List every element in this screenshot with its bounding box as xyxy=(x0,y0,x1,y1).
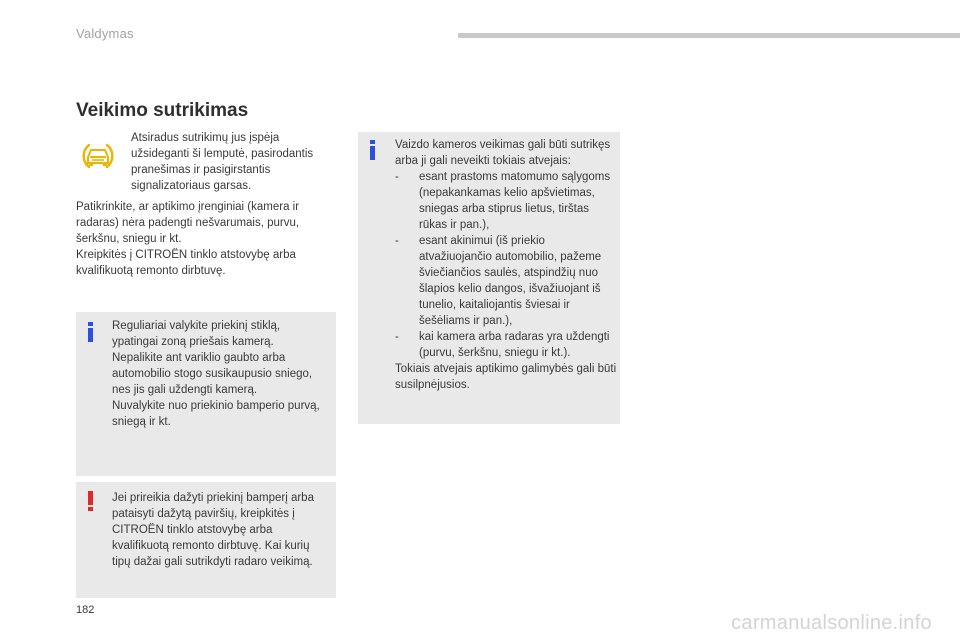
list-item: - esant prastoms matomumo sąlygoms (nepakankamas kelio apšvietimas, sniegas arba stiprus lietus, tirštas rūkas ir pan.), xyxy=(395,171,611,231)
info-paragraph: Reguliariai valykite priekinį stiklą, ypatingai zoną priešais kamerą. xyxy=(112,320,281,348)
page-number: 182 xyxy=(76,604,95,616)
watermark: carmanualsonline.info xyxy=(731,612,932,634)
list-item: - kai kamera arba radaras yra uždengti (purvu, šerkšnu, sniegu ir kt.). xyxy=(395,331,610,359)
info-box-camera-limits xyxy=(358,132,620,424)
page-title: Veikimo sutrikimas xyxy=(76,100,249,121)
info-intro: Vaizdo kameros veikimas gali būti sutrikęs arba ji gali neveikti tokiais atvejais: xyxy=(395,139,611,167)
header-bar xyxy=(458,33,960,38)
radar-camera-fault-icon xyxy=(80,140,116,172)
info-box-cleaning xyxy=(76,312,336,476)
main-paragraph: Patikrinkite, ar aptikimo įrenginiai (kamera ir radaras) nėra padengti nešvarumais, purvu, šerkšnu, sniegu ir kt. xyxy=(76,201,300,245)
warning-lamp-text: Atsiradus sutrikimų jus įspėja užsideganti ši lemputė, pasirodantis pranešimas ir pasigirstantis signalizatoriaus garsas. xyxy=(131,132,314,192)
warning-box-paint xyxy=(76,482,336,598)
info-icon xyxy=(88,322,93,342)
info-paragraph: Nepalikite ant variklio gaubto arba automobilio stogo susikaupusio sniego, nes jis gali uždengti kamerą. xyxy=(112,352,313,396)
section-label: Valdymas xyxy=(76,26,134,41)
info-paragraph: Nuvalykite nuo priekinio bamperio purvą, sniegą ir kt. xyxy=(112,400,320,428)
main-text xyxy=(76,199,338,279)
warning-box-text: Jei prireikia dažyti priekinį bamperį arba pataisyti dažytą paviršių, kreipkitės į CITROËN tinklo atstovybę arba kvalifikuotą remonto dirbtuvę. Kai kurių tipų dažai gali sutrikdyti radaro veikimą. xyxy=(112,492,314,568)
info-box-text xyxy=(112,318,328,430)
info-outro: Tokiais atvejais aptikimo galimybės gali būti susilpnėjusios. xyxy=(395,363,617,391)
main-paragraph: Kreipkitės į CITROËN tinklo atstovybę arba kvalifikuotą remonto dirbtuvę. xyxy=(76,249,296,277)
info-icon xyxy=(370,140,375,160)
exclamation-icon xyxy=(88,491,93,511)
list-item: - esant akinimui (iš priekio atvažiuojančio automobilio, pažeme šviečiančios saulės, atspindžių nuo šlapios kelio dangos, išvažiuojant iš tunelio, kaitaliojantis šviesai ir šešėliams ir pan.), xyxy=(395,235,602,327)
info-box-text xyxy=(395,137,617,393)
